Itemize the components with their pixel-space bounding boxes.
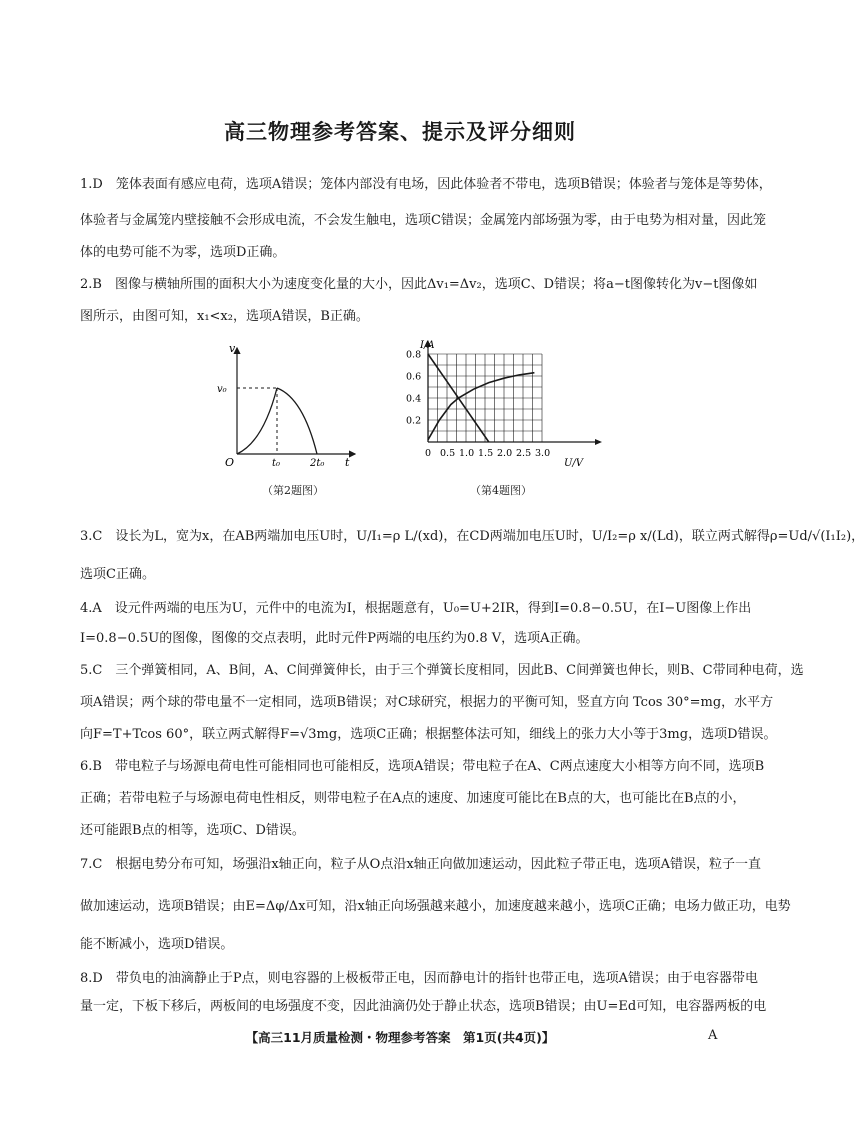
i-axis-label: I/A bbox=[420, 340, 435, 351]
y-tick-label: 0.6 bbox=[406, 371, 422, 383]
u-axis-arrowhead bbox=[595, 439, 602, 445]
answer-3-line-1: 3.C 设长为L，宽为x，在AB两端加电压U时，U/I₁=ρ L/(xd)，在CD两端加电压U时，U/I₂=ρ x/(Ld)，联立两式解得ρ=Ud/√(I₁I₂)， bbox=[80, 529, 864, 544]
y-tick-label: 0.8 bbox=[406, 349, 422, 361]
page-title: 高三物理参考答案、提示及评分细则 bbox=[224, 120, 576, 144]
x-tick-label: 0 bbox=[425, 448, 432, 459]
y-tick-label: 0.2 bbox=[406, 415, 422, 427]
answer-7-line-3: 能不断减小，选项D错误。 bbox=[80, 937, 234, 952]
y-tick-label: 0.4 bbox=[406, 393, 422, 405]
answer-6-line-2: 正确；若带电粒子与场源电荷电性相反，则带电粒子在A点的速度、加速度可能比在B点的大，也可能比在B点的小， bbox=[80, 791, 746, 806]
v0-label: v₀ bbox=[217, 384, 227, 395]
v-axis-label: v bbox=[229, 342, 236, 355]
answer-4-line-1: 4.A 设元件两端的电压为U，元件中的电流为I，根据题意有，U₀=U+2IR，得到I=0.8−0.5U，在I−U图像上作出 bbox=[80, 601, 752, 616]
x-tick-label: 2.0 bbox=[497, 448, 513, 459]
answer-5-line-3: 向F=T+Tcos 60°，联立两式解得F=√3mg，选项C正确；根据整体法可知，细线上的张力大小等于3mg，选项D错误。 bbox=[80, 727, 777, 742]
origin-label: O bbox=[225, 456, 235, 469]
x-tick-label: 2.5 bbox=[516, 448, 532, 459]
answer-8-line-1: 8.D 带负电的油滴静止于P点，则电容器的上极板带正电，因而静电计的指针也带正电，选项A错误；由于电容器带电 bbox=[80, 971, 758, 986]
accel-curve bbox=[237, 388, 277, 454]
answer-7-line-2: 做加速运动，选项B错误；由E=Δφ/Δx可知，沿x轴正向场强越来越小，加速度越来越小，选项C正确；电场力做正功，电势 bbox=[80, 899, 791, 914]
figure-4-iu-graph bbox=[404, 338, 604, 476]
u-axis-label: U/V bbox=[564, 458, 584, 469]
figure-2-vt-graph bbox=[215, 342, 365, 472]
t0-label: t₀ bbox=[272, 458, 281, 469]
answer-4-line-2: I=0.8−0.5U的图像，图像的交点表明，此时元件P两端的电压约为0.8 V，选项A正确。 bbox=[80, 631, 589, 646]
2t0-label: 2t₀ bbox=[310, 458, 325, 469]
answer-6-line-1: 6.B 带电粒子与场源电荷电性可能相同也可能相反，选项A错误；带电粒子在A、C两点速度大小相等方向不同，选项B bbox=[80, 759, 765, 774]
answer-5-line-1: 5.C 三个弹簧相同，A、B间，A、C间弹簧伸长，由于三个弹簧长度相同，因此B、C间弹簧也伸长，则B、C带同种电荷，选 bbox=[80, 663, 804, 678]
answer-2-line-2: 图所示，由图可知，x₁<x₂，选项A错误，B正确。 bbox=[80, 309, 369, 324]
x-tick-label: 1.5 bbox=[478, 448, 494, 459]
decel-curve bbox=[277, 388, 317, 454]
answer-6-line-3: 还可能跟B点的相等，选项C、D错误。 bbox=[80, 823, 305, 838]
x-tick-label: 0.5 bbox=[440, 448, 456, 459]
answer-7-line-1: 7.C 根据电势分布可知，场强沿x轴正向，粒子从O点沿x轴正向做加速运动，因此粒子带正电，选项A错误，粒子一直 bbox=[80, 857, 762, 872]
t-axis-label: t bbox=[345, 456, 350, 469]
answer-1-line-3: 体的电势可能不为零，选项D正确。 bbox=[80, 245, 286, 260]
answer-5-line-2: 项A错误；两个球的带电量不一定相同，选项B错误；对C球研究，根据力的平衡可知，竖直方向 Tcos 30°=mg，水平方 bbox=[80, 695, 774, 710]
figure-4-caption: （第4题图） bbox=[470, 484, 532, 497]
answer-8-line-2: 量一定，下板下移后，两板间的电场强度不变，因此油滴仍处于静止状态，选项B错误；由U=Ed可知，电容器两板的电 bbox=[80, 999, 767, 1014]
answer-3-line-2: 选项C正确。 bbox=[80, 567, 155, 582]
answer-2-line-1: 2.B 图像与横轴所围的面积大小为速度变化量的大小，因此Δv₁=Δv₂，选项C、D错误；将a−t图像转化为v−t图像如 bbox=[80, 277, 758, 292]
x-tick-label: 1.0 bbox=[459, 448, 475, 459]
page-footer: 【高三11月质量检测・物理参考答案 第1页(共4页)】 bbox=[245, 1030, 555, 1045]
version-mark: A bbox=[708, 1028, 718, 1043]
answer-1-line-2: 体验者与金属笼内壁接触不会形成电流，不会发生触电，选项C错误；金属笼内部场强为零，由于电势为相对量，因此笼 bbox=[80, 213, 766, 228]
x-tick-label: 3.0 bbox=[535, 448, 551, 459]
answer-1-line-1: 1.D 笼体表面有感应电荷，选项A错误；笼体内部没有电场，因此体验者不带电，选项B错误；体验者与笼体是等势体， bbox=[80, 177, 772, 192]
figure-4-grid bbox=[425, 340, 602, 445]
figure-2-caption: （第2题图） bbox=[262, 484, 324, 497]
